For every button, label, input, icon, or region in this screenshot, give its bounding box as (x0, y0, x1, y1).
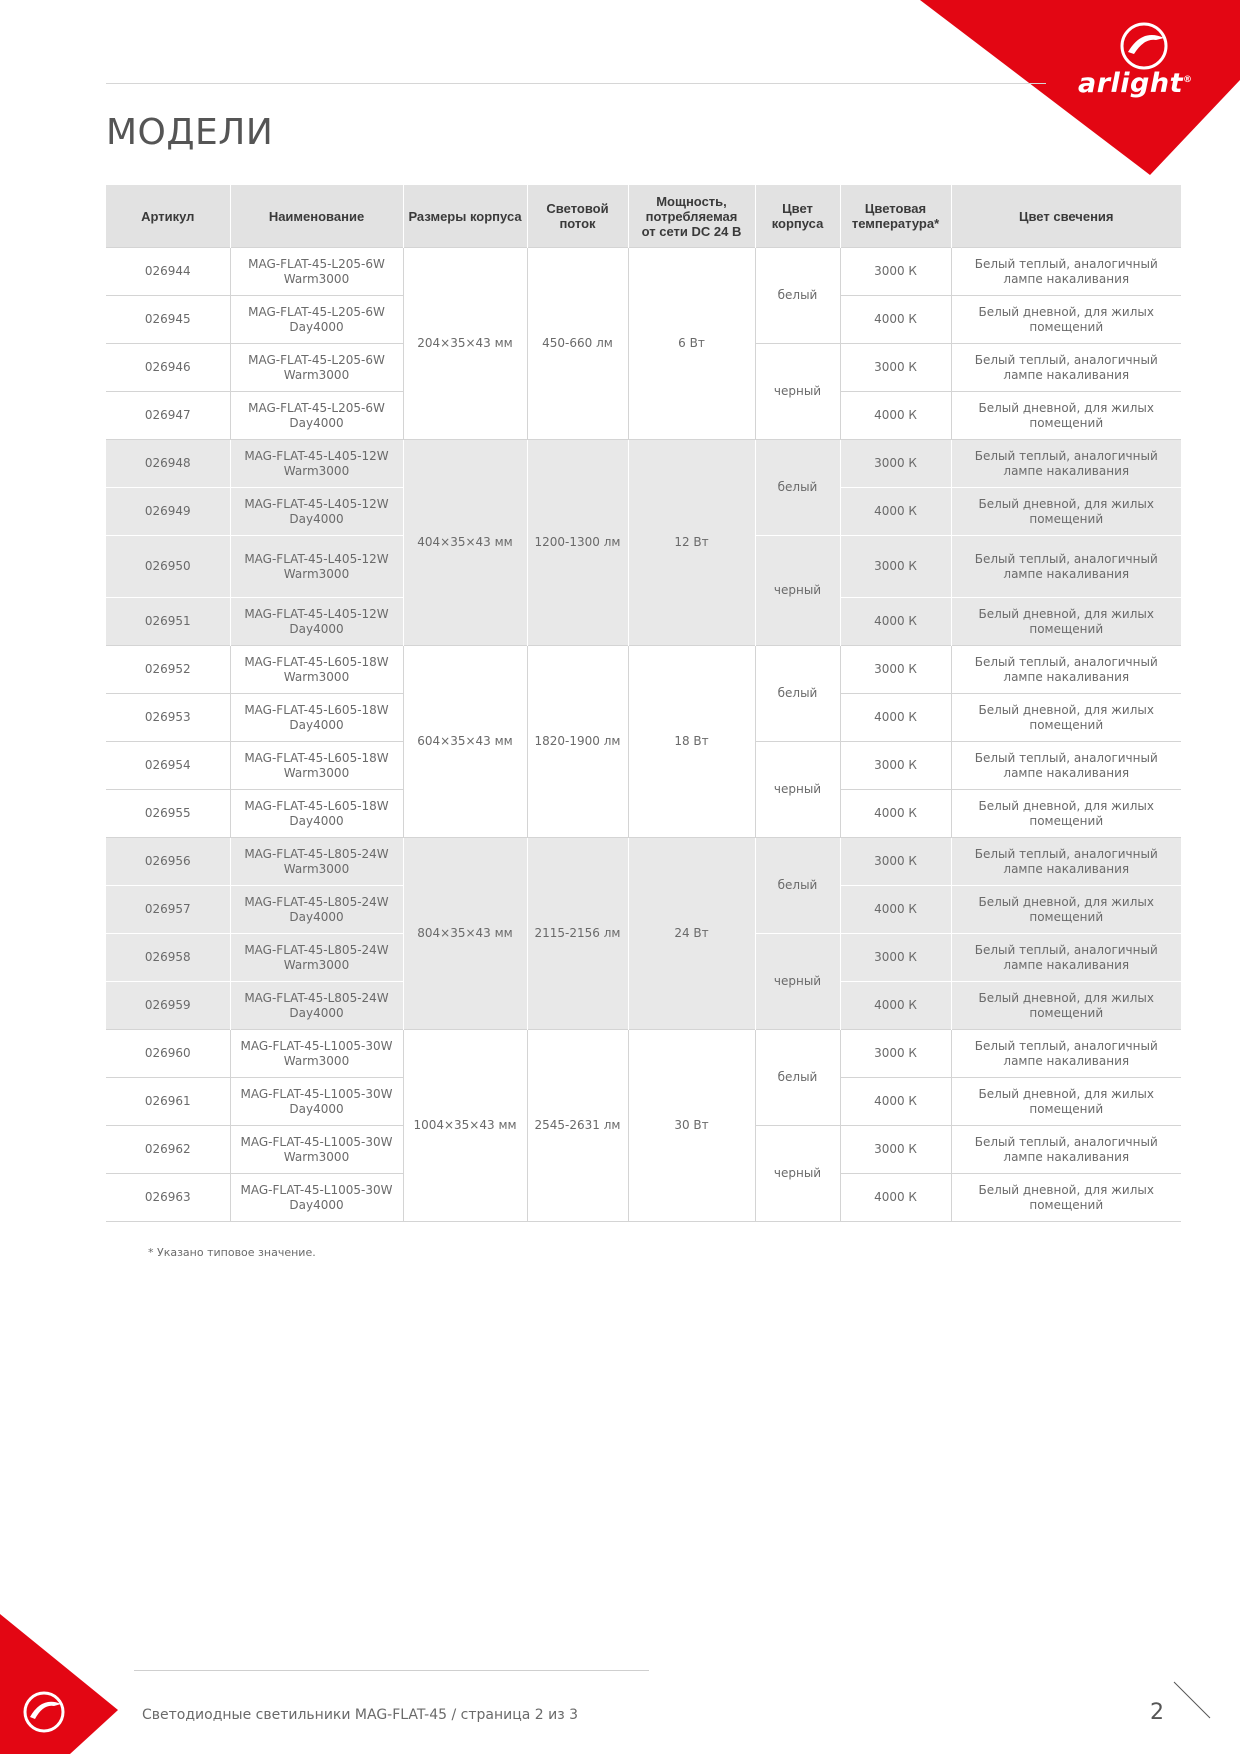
header-article: Артикул (106, 185, 230, 248)
header-name: Наименование (230, 185, 403, 248)
name-cell: MAG-FLAT-45-L805-24W Day4000 (230, 886, 403, 934)
header-flux: Световой поток (527, 185, 628, 248)
size-cell: 1004×35×43 мм (403, 1030, 527, 1222)
page-title: МОДЕЛИ (106, 112, 274, 153)
glow-color-cell: Белый теплый, аналогичный лампе накаливания (951, 646, 1181, 694)
body-color-cell: белый (755, 1030, 840, 1126)
page-number: 2 (1150, 1700, 1164, 1725)
glow-color-cell: Белый теплый, аналогичный лампе накаливания (951, 536, 1181, 598)
name-cell: MAG-FLAT-45-L205-6W Warm3000 (230, 248, 403, 296)
article-cell: 026962 (106, 1126, 230, 1174)
article-cell: 026960 (106, 1030, 230, 1078)
article-cell: 026956 (106, 838, 230, 886)
name-cell: MAG-FLAT-45-L1005-30W Warm3000 (230, 1126, 403, 1174)
article-cell: 026950 (106, 536, 230, 598)
article-cell: 026955 (106, 790, 230, 838)
footnote: * Указано типовое значение. (148, 1246, 316, 1259)
color-temp-cell: 4000 К (840, 392, 951, 440)
name-cell: MAG-FLAT-45-L805-24W Day4000 (230, 982, 403, 1030)
glow-color-cell: Белый теплый, аналогичный лампе накаливания (951, 1030, 1181, 1078)
color-temp-cell: 3000 К (840, 536, 951, 598)
flux-cell: 2545-2631 лм (527, 1030, 628, 1222)
name-cell: MAG-FLAT-45-L605-18W Day4000 (230, 694, 403, 742)
article-cell: 026954 (106, 742, 230, 790)
name-cell: MAG-FLAT-45-L1005-30W Warm3000 (230, 1030, 403, 1078)
article-cell: 026944 (106, 248, 230, 296)
body-color-cell: черный (755, 742, 840, 838)
name-cell: MAG-FLAT-45-L605-18W Day4000 (230, 790, 403, 838)
flux-cell: 1820-1900 лм (527, 646, 628, 838)
glow-color-cell: Белый дневной, для жилых помещений (951, 886, 1181, 934)
footer-text: Светодиодные светильники MAG-FLAT-45 / страница 2 из 3 (142, 1707, 579, 1723)
color-temp-cell: 4000 К (840, 694, 951, 742)
body-color-cell: белый (755, 248, 840, 344)
table-row (106, 838, 1181, 886)
name-cell: MAG-FLAT-45-L405-12W Day4000 (230, 488, 403, 536)
article-cell: 026949 (106, 488, 230, 536)
article-cell: 026948 (106, 440, 230, 488)
footer-corner-logo (0, 1614, 120, 1754)
color-temp-cell: 4000 К (840, 1174, 951, 1222)
color-temp-cell: 3000 К (840, 934, 951, 982)
article-cell: 026951 (106, 598, 230, 646)
flux-cell: 2115-2156 лм (527, 838, 628, 1030)
color-temp-cell: 4000 К (840, 790, 951, 838)
name-cell: MAG-FLAT-45-L205-6W Day4000 (230, 296, 403, 344)
color-temp-cell: 3000 К (840, 1030, 951, 1078)
color-temp-cell: 4000 К (840, 982, 951, 1030)
header-power: Мощность, потребляемая от сети DC 24 В (628, 185, 755, 248)
size-cell: 804×35×43 мм (403, 838, 527, 1030)
color-temp-cell: 3000 К (840, 838, 951, 886)
color-temp-cell: 4000 К (840, 488, 951, 536)
body-color-cell: черный (755, 934, 840, 1030)
size-cell: 604×35×43 мм (403, 646, 527, 838)
table-body (106, 248, 1181, 1222)
body-color-cell: черный (755, 344, 840, 440)
red-footer-corner (0, 1614, 118, 1754)
glow-color-cell: Белый дневной, для жилых помещений (951, 982, 1181, 1030)
header-divider (106, 83, 1046, 84)
color-temp-cell: 3000 К (840, 344, 951, 392)
table-row (106, 440, 1181, 488)
color-temp-cell: 3000 К (840, 440, 951, 488)
page-slash-icon (1172, 1680, 1212, 1720)
name-cell: MAG-FLAT-45-L205-6W Warm3000 (230, 344, 403, 392)
article-cell: 026947 (106, 392, 230, 440)
color-temp-cell: 4000 К (840, 296, 951, 344)
size-cell: 404×35×43 мм (403, 440, 527, 646)
body-color-cell: черный (755, 1126, 840, 1222)
article-cell: 026963 (106, 1174, 230, 1222)
color-temp-cell: 3000 К (840, 646, 951, 694)
power-cell: 6 Вт (628, 248, 755, 440)
body-color-cell: белый (755, 838, 840, 934)
size-cell: 204×35×43 мм (403, 248, 527, 440)
glow-color-cell: Белый дневной, для жилых помещений (951, 296, 1181, 344)
article-cell: 026959 (106, 982, 230, 1030)
glow-color-cell: Белый дневной, для жилых помещений (951, 1174, 1181, 1222)
name-cell: MAG-FLAT-45-L805-24W Warm3000 (230, 838, 403, 886)
models-table (106, 185, 1181, 1222)
table-row (106, 1030, 1181, 1078)
name-cell: MAG-FLAT-45-L1005-30W Day4000 (230, 1174, 403, 1222)
name-cell: MAG-FLAT-45-L405-12W Day4000 (230, 598, 403, 646)
power-cell: 24 Вт (628, 838, 755, 1030)
glow-color-cell: Белый теплый, аналогичный лампе накаливания (951, 248, 1181, 296)
header-glow-color: Цвет свечения (951, 185, 1181, 248)
color-temp-cell: 3000 К (840, 1126, 951, 1174)
name-cell: MAG-FLAT-45-L605-18W Warm3000 (230, 646, 403, 694)
power-cell: 12 Вт (628, 440, 755, 646)
name-cell: MAG-FLAT-45-L405-12W Warm3000 (230, 536, 403, 598)
power-cell: 18 Вт (628, 646, 755, 838)
glow-color-cell: Белый теплый, аналогичный лампе накаливания (951, 742, 1181, 790)
glow-color-cell: Белый теплый, аналогичный лампе накаливания (951, 440, 1181, 488)
article-cell: 026945 (106, 296, 230, 344)
glow-color-cell: Белый теплый, аналогичный лампе накаливания (951, 1126, 1181, 1174)
article-cell: 026958 (106, 934, 230, 982)
glow-color-cell: Белый теплый, аналогичный лампе накаливания (951, 344, 1181, 392)
glow-color-cell: Белый дневной, для жилых помещений (951, 694, 1181, 742)
color-temp-cell: 4000 К (840, 598, 951, 646)
header-color-temp: Цветовая температура* (840, 185, 951, 248)
header-body-color: Цвет корпуса (755, 185, 840, 248)
glow-color-cell: Белый дневной, для жилых помещений (951, 1078, 1181, 1126)
body-color-cell: черный (755, 536, 840, 646)
body-color-cell: белый (755, 440, 840, 536)
name-cell: MAG-FLAT-45-L1005-30W Day4000 (230, 1078, 403, 1126)
glow-color-cell: Белый дневной, для жилых помещений (951, 488, 1181, 536)
article-cell: 026961 (106, 1078, 230, 1126)
power-cell: 30 Вт (628, 1030, 755, 1222)
flux-cell: 1200-1300 лм (527, 440, 628, 646)
table-header-row (106, 185, 1181, 248)
brand-logo-text: arlight® (1078, 68, 1193, 99)
glow-color-cell: Белый теплый, аналогичный лампе накаливания (951, 934, 1181, 982)
color-temp-cell: 4000 К (840, 1078, 951, 1126)
table-row (106, 646, 1181, 694)
article-cell: 026952 (106, 646, 230, 694)
glow-color-cell: Белый дневной, для жилых помещений (951, 392, 1181, 440)
article-cell: 026957 (106, 886, 230, 934)
name-cell: MAG-FLAT-45-L805-24W Warm3000 (230, 934, 403, 982)
flux-cell: 450-660 лм (527, 248, 628, 440)
article-cell: 026953 (106, 694, 230, 742)
body-color-cell: белый (755, 646, 840, 742)
glow-color-cell: Белый дневной, для жилых помещений (951, 790, 1181, 838)
color-temp-cell: 4000 К (840, 886, 951, 934)
color-temp-cell: 3000 К (840, 248, 951, 296)
name-cell: MAG-FLAT-45-L205-6W Day4000 (230, 392, 403, 440)
glow-color-cell: Белый дневной, для жилых помещений (951, 598, 1181, 646)
glow-color-cell: Белый теплый, аналогичный лампе накаливания (951, 838, 1181, 886)
article-cell: 026946 (106, 344, 230, 392)
footer-divider (134, 1670, 649, 1671)
header-size: Размеры корпуса (403, 185, 527, 248)
table-row (106, 248, 1181, 296)
name-cell: MAG-FLAT-45-L405-12W Warm3000 (230, 440, 403, 488)
name-cell: MAG-FLAT-45-L605-18W Warm3000 (230, 742, 403, 790)
color-temp-cell: 3000 К (840, 742, 951, 790)
